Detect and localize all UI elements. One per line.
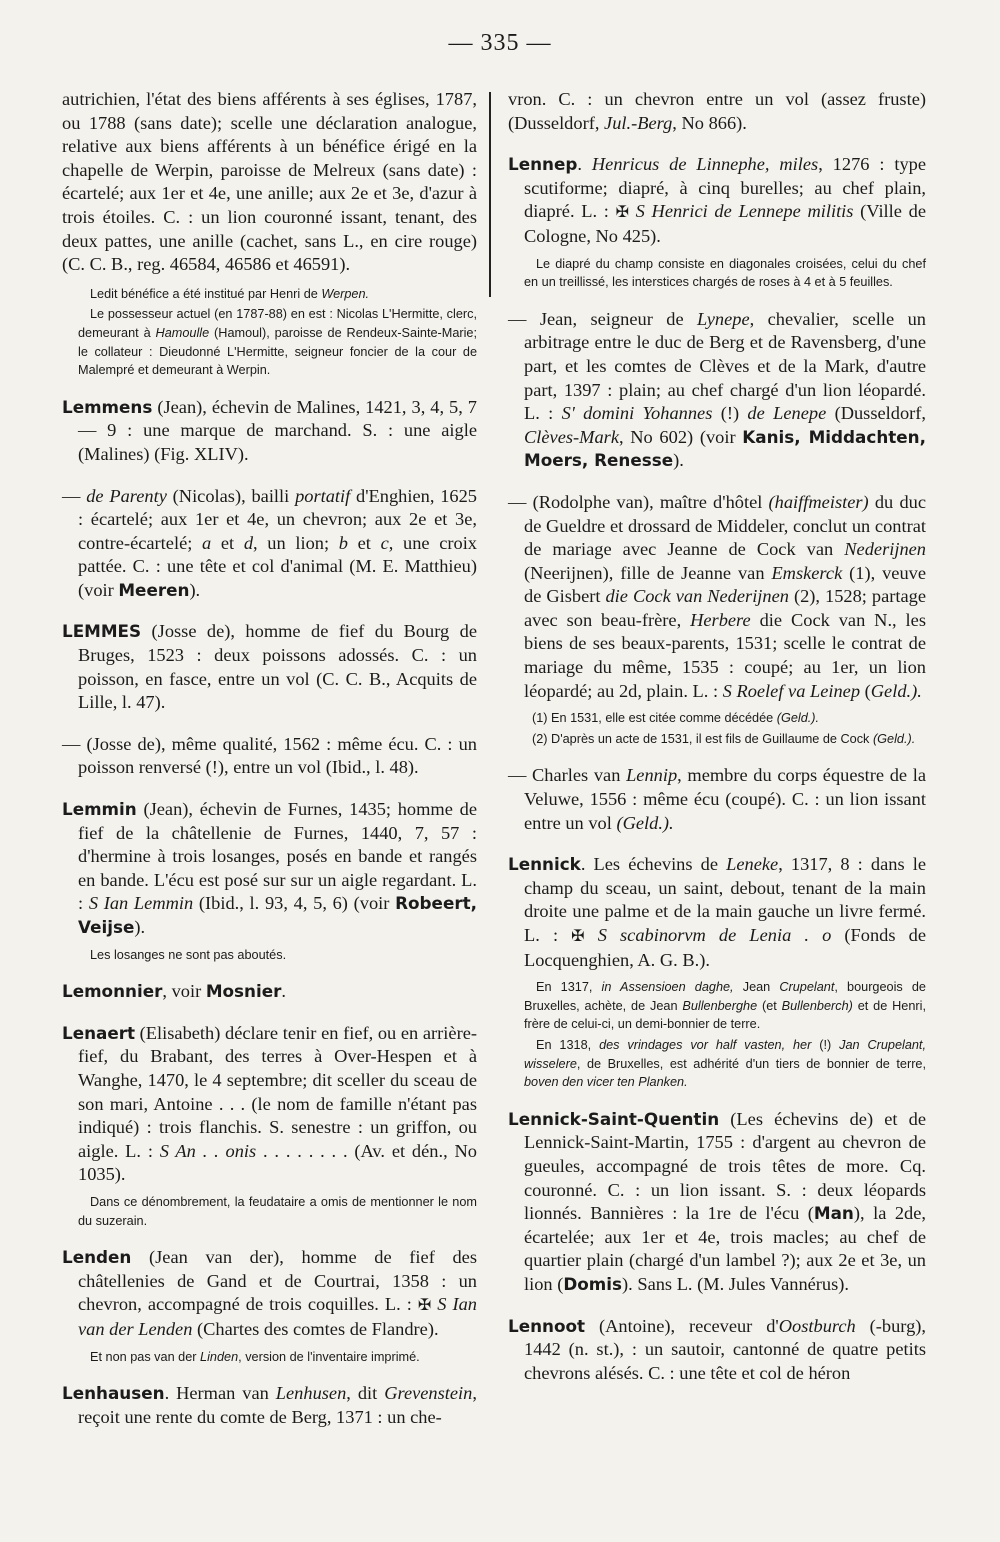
entry-lennep-rodolphe: — (Rodolphe van), maître d'hôtel (haiffmeister) du duc de Gueldre et drossard de Middeler, conclut un contrat de mariage avec Jeanne de Cock van Nederijnen (Neerijnen), fille de Jeanne van Emskerck (1), veuve de Gisbert die Cock van Nederijnen (2), 1528; partage avec son beau-frère, Herbere die Cock van N., les biens de ses beaux-parents, 1531; scelle le contrat de mariage du même, 1535 : coupé; au 1er, un lion léopardé; au 2d, plain. L. : S Roelef va Leinep (Geld.). (508, 491, 926, 701)
note-lenden: Et non pas van der Linden, version de l'inventaire imprimé. (90, 1349, 420, 1364)
crossref-domis[interactable]: Domis (563, 1273, 623, 1294)
crossref-man[interactable]: Man (813, 1203, 854, 1224)
crossref-meeren[interactable]: Meeren (118, 579, 190, 600)
cross-icon: ✠ (615, 204, 629, 222)
right-column (508, 88, 926, 1403)
entry-lennep-jean: — Jean, seigneur de Lynepe, chevalier, scelle un arbitrage entre le duc de Berg et de Ravensberg, d'une part, et les comtes de Clèves et de la Mark, d'autre part, 1397 : plain; au chef chargé d'un lion léopardé. L. : S' domini Yohannes (!) de Lenepe (Dusseldorf, Clèves-Mark, No 602) (voir Kanis, Middachten, Moers, Renesse). (508, 308, 926, 471)
entry-lenaert: Lenaert (Elisabeth) déclare tenir en fief, ou en arrière-fief, du Brabant, des terres à Over-Hespen et à Wanghe, 1470, le 4 septembre; dit sceller du sceau de son mari, Antoine . . . (le nom de famille n'étant pas indiqué) : trois flanchis. S. senestre : un griffon, ou aigle. L. : S An . . onis . . . . . . . . (Av. et dén., No 1035). (62, 1022, 477, 1185)
note-werpen: Ledit bénéfice a été institué par Henri de Werpen. (90, 286, 370, 301)
crossref-mosnier[interactable]: Mosnier (205, 981, 282, 1002)
note-lennick-1317: En 1317, in Assensioen daghe, Jean Crupelant, bourgeois de Bruxelles, achète, de Jean Bullenberghe (et Bullenberch) et de Henri, frère de celui-ci, un demi-bonnier de terre. (524, 980, 926, 1032)
entry-continuation-right: vron. C. : un chevron entre un vol (assez fruste) (Dusseldorf, Jul.-Berg, No 866). (508, 89, 926, 133)
headword-lenhausen: Lenhausen (62, 1383, 165, 1404)
entry-lemonnier: Lemonnier, voir Mosnier. (62, 981, 287, 1002)
note-possesseur: Le possesseur actuel (en 1787-88) en est : Nicolas L'Hermitte, clerc, demeurant à Hamoulle (Hamoul), paroisse de Rendeux-Sainte-Marie; le collateur : Dieudonné L'Hermitte, seigneur foncier de la cour de Malempré et demeurant à Werpin. (78, 307, 478, 378)
page-number: — 335 — (448, 30, 552, 56)
entry-lenhausen: Lenhausen. Herman van Lenhusen, dit Grevenstein, reçoit une rente du comte de Berg, 1371 : un che- (62, 1383, 477, 1427)
entry-lemmes: LEMMES (Josse de), homme de fief du Bourg de Bruges, 1523 : deux poissons adossés. C. : un poisson, en fasce, entre un vol (C. C. B., Acquits de Lille, l. 47). (62, 621, 477, 713)
entry-lennip: — Charles van Lennip, membre du corps équestre de la Veluwe, 1556 : même écu (coupé). C. : un lion issant entre un vol (Geld.). (508, 765, 926, 833)
headword-lemmens: Lemmens (62, 396, 153, 417)
entry-lemmens: Lemmens (Jean), échevin de Malines, 1421, 3, 4, 5, 7 — 9 : une marque de marchand. S. : une aigle (Malines) (Fig. XLIV). (62, 396, 477, 464)
headword-lennick: Lennick (508, 854, 581, 875)
headword-lenden: Lenden (62, 1247, 132, 1268)
headword-lemmin: Lemmin (62, 799, 137, 820)
entry-lennep: Lennep. Henricus de Linnephe, miles, 1276 : type scutiforme; diapré, à cinq burelles; au chef plain, diapré. L. : ✠ S Henrici de Lennepe militis (Ville de Cologne, No 425). (508, 154, 927, 246)
note-lemmin: Les losanges ne sont pas aboutés. (90, 947, 287, 962)
crossref-robeert-veijse[interactable]: Robeert, Veijse (78, 893, 477, 937)
entry-continuation: autrichien, l'état des biens afférents à ses églises, 1787, ou 1788 (sans date); scelle une déclaration analogue, relative aux biens afférents à un bénéfice érigé en la chapelle de Werpin, paroisse de Melreux (sans date) : écartelé; aux 1er et 4e, une anille; aux 2e et 3e, d'azur à trois étoiles. C. : un lion couronné issant, tenant, des deux pattes, une anille (cachet, sans L., en cire rouge) (C. C. B., reg. 46584, 46586 et 46591). (62, 89, 477, 275)
column-rule (489, 92, 491, 297)
headword-lennoot: Lennoot (508, 1315, 586, 1336)
entry-de-parenty: — de Parenty (Nicolas), bailli portatif d'Enghien, 1625 : écartelé; aux 1er et 4e, un chevron; aux 2e et 3e, contre-écartelé; a et d, un lion; b et c, une croix pattée. C. : une tête et col d'animal (M. E. Matthieu) (voir Meeren). (62, 485, 478, 600)
note-lenaert: Dans ce dénombrement, la feudataire a omis de mentionner le nom du suzerain. (78, 1194, 477, 1228)
left-column (62, 88, 477, 1447)
entry-lemmin: Lemmin (Jean), échevin de Furnes, 1435; homme de fief de la châtellenie de Furnes, 1440, 7, 57 : d'hermine à trois losanges, posés en bande et rangés en bande. L'écu est posé sur sur un aigle regardant. L. : S Ian Lemmin (Ibid., l. 93, 4, 5, 6) (voir Robeert, Veijse). (62, 799, 477, 937)
headword-lennep: Lennep (508, 154, 578, 175)
entry-lennoot: Lennoot (Antoine), receveur d'Oostburch (-burg), 1442 (n. st.), : un sautoir, cantonné de quatre petits chevrons alésés. C. : une tête et col de héron (508, 1315, 926, 1383)
headword-lemonnier: Lemonnier (62, 981, 163, 1002)
headword-lenaert: Lenaert (62, 1022, 136, 1043)
headword-lennick-saint-quentin: Lennick-Saint-Quentin (508, 1108, 720, 1129)
entry-lenden: Lenden (Jean van der), homme de fief des châtellenies de Gand et de Courtrai, 1358 : un chevron, accompagné de trois coquilles. L. : ✠ S Ian van der Lenden (Chartes des comtes de Flandre). (62, 1247, 477, 1339)
cross-icon: ✠ (417, 1297, 432, 1315)
footnote-1: (1) En 1531, elle est citée comme décédée (Geld.). (532, 711, 820, 726)
cross-icon: ✠ (571, 928, 585, 945)
entry-lennick: Lennick. Les échevins de Leneke, 1317, 8 : dans le champ du sceau, un saint, debout, tenant de la main droite une palme et de la main gauche un livre fermé. L. : ✠ S scabinorvm de Lenia . o (Fonds de Locquenghien, A. G. B.). (508, 854, 926, 970)
note-lennick-1318: En 1318, des vrindages vor half vasten, her (!) Jan Crupelant, wisselere, de Bruxelles, est adhérité d'un tiers de bonnier de terre, boven den vicer ten Planken. (524, 1037, 926, 1090)
entry-lennick-saint-quentin: Lennick-Saint-Quentin (Les échevins de) et de Lennick-Saint-Martin, 1755 : d'argent au chevron de gueules, accompagné de trois têtes de more. Cq. couronné. C. : un lion issant. S. : deux léopards lionnés. Bannières : la 1re de l'écu (Man), la 2de, écartelée; aux 1er et 4e, trois macles; au chef de quartier plain (chargé d'un lambel ?); aux 2e et 3e, un lion (Domis). Sans L. (M. Jules Vannérus). (508, 1108, 926, 1294)
footnote-2: (2) D'après un acte de 1531, il est fils de Guillaume de Cock (Geld.). (532, 731, 916, 746)
headword-lemmes: LEMMES (62, 621, 142, 642)
crossref-kanis-middachten[interactable]: Kanis, Middachten, Moers, Renesse (524, 426, 926, 471)
entry-lemmes-2: — (Josse de), même qualité, 1562 : même écu. C. : un poisson renversé (!), entre un vol (Ibid., l. 48). (62, 733, 477, 778)
note-lennep: Le diapré du champ consiste en diagonales croisées, celui du chef en un treillissé, les interstices chargés de roses à 4 et à 5 feuilles. (524, 256, 926, 290)
